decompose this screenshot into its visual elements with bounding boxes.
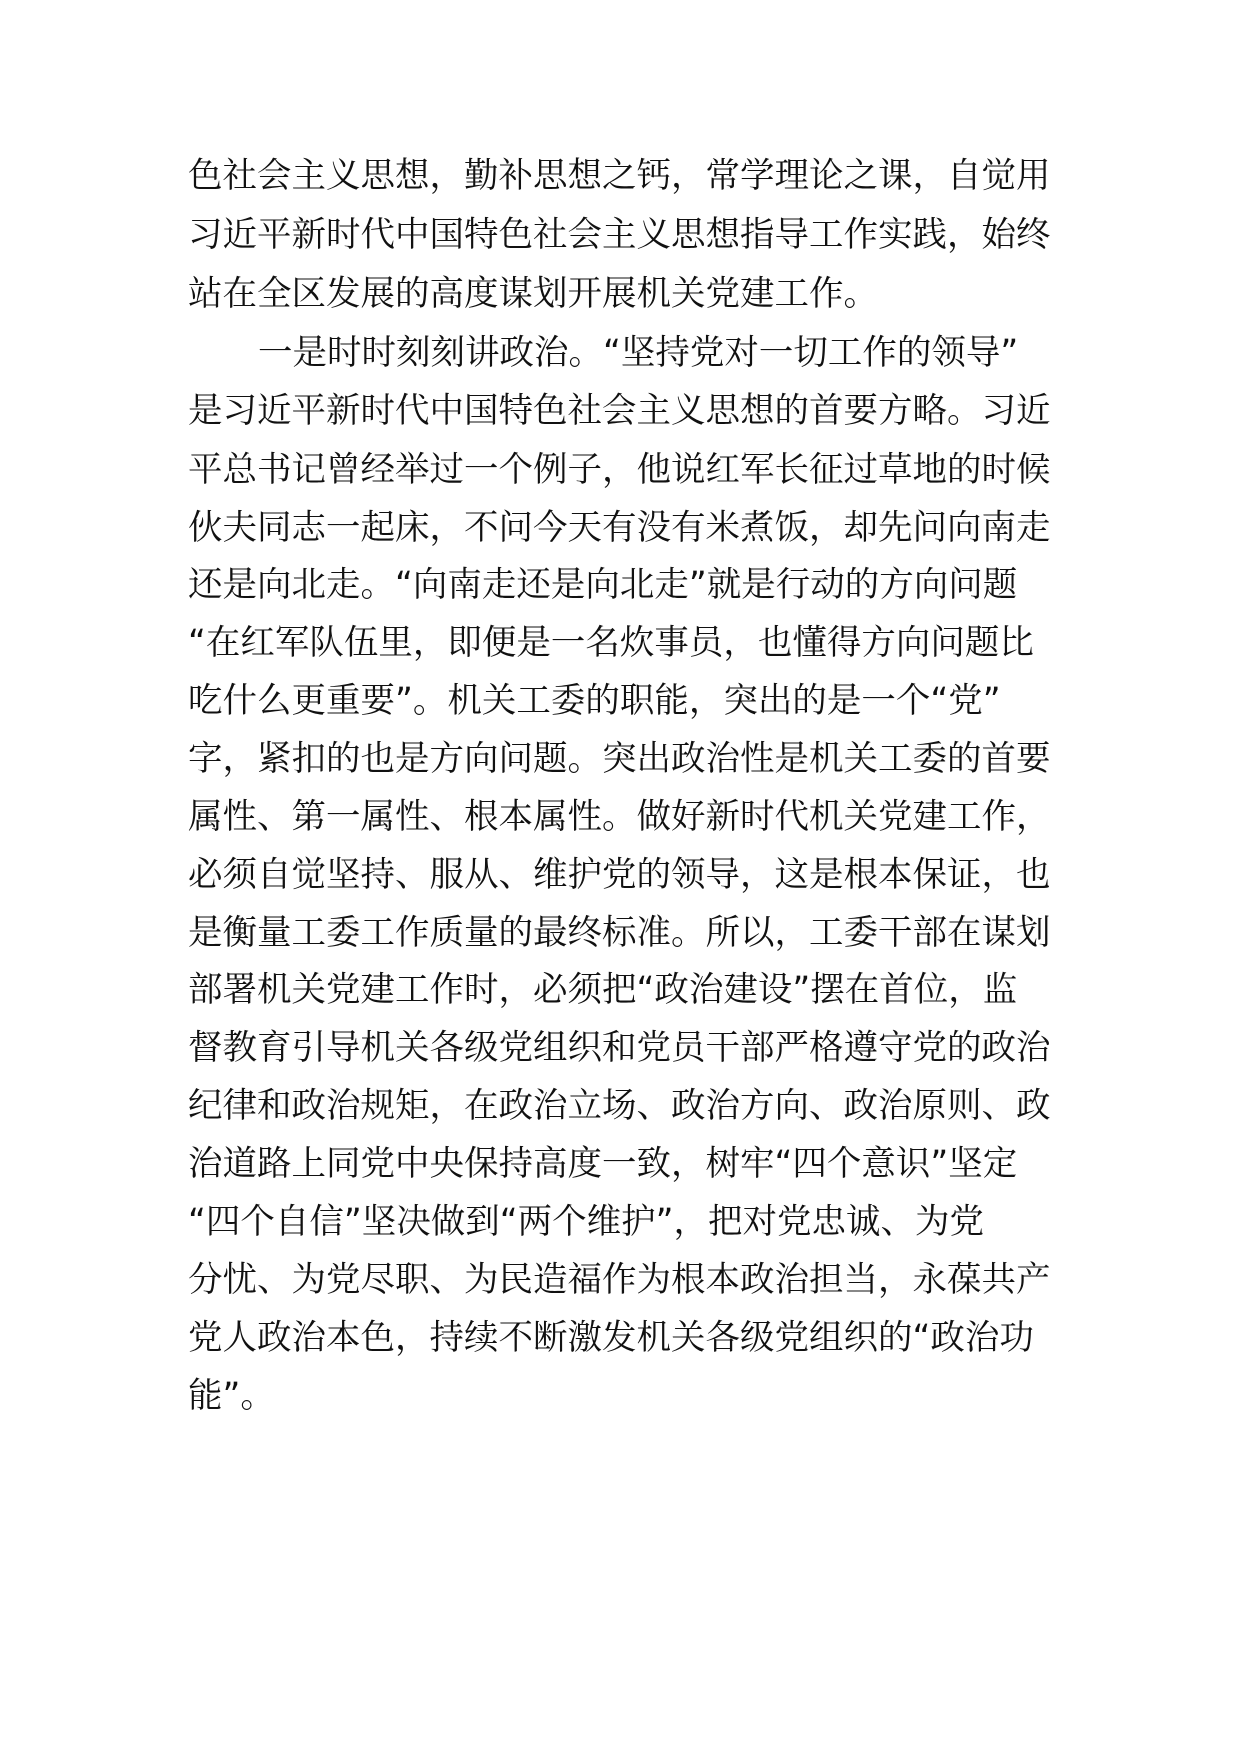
text-line: “四个自信”坚决做到“两个维护”，把对党忠诚、为党	[188, 1202, 984, 1242]
text-line: 色社会主义思想，勤补思想之钙，常学理论之课，自觉用	[188, 156, 1051, 196]
text-line: 纪律和政治规矩，在政治立场、政治方向、政治原则、政	[188, 1086, 1051, 1126]
text-line: 站在全区发展的高度谋划开展机关党建工作。	[188, 274, 878, 314]
text-line: 治道路上同党中央保持高度一致，树牢“四个意识”坚定	[188, 1144, 1018, 1184]
text-line: 党人政治本色，持续不断激发机关各级党组织的“政治功	[188, 1318, 1034, 1358]
paragraph-first-line: 一是时时刻刻讲政治。“坚持党对一切工作的领导”	[258, 333, 1019, 373]
text-line: 平总书记曾经举过一个例子，他说红军长征过草地的时候	[188, 450, 1051, 490]
text-line: 部署机关党建工作时，必须把“政治建设”摆在首位，监	[188, 970, 1018, 1010]
text-line: “在红军队伍里，即便是一名炊事员，也懂得方向问题比	[188, 623, 1034, 663]
text-line: 必须自觉坚持、服从、维护党的领导，这是根本保证，也	[188, 855, 1051, 895]
text-line: 是衡量工委工作质量的最终标准。所以，工委干部在谋划	[188, 913, 1051, 953]
text-line: 还是向北走。“向南走还是向北走”就是行动的方向问题	[188, 565, 1018, 605]
text-line: 属性、第一属性、根本属性。做好新时代机关党建工作，	[188, 797, 1051, 837]
text-line: 能”。	[188, 1376, 275, 1416]
text-line: 督教育引导机关各级党组织和党员干部严格遵守党的政治	[188, 1028, 1051, 1068]
text-line: 分忧、为党尽职、为民造福作为根本政治担当，永葆共产	[188, 1260, 1051, 1300]
text-line: 吃什么更重要”。机关工委的职能，突出的是一个“党”	[188, 681, 1001, 721]
text-line: 字，紧扣的也是方向问题。突出政治性是机关工委的首要	[188, 739, 1051, 779]
text-line: 习近平新时代中国特色社会主义思想指导工作实践，始终	[188, 215, 1051, 255]
text-line: 伙夫同志一起床，不问今天有没有米煮饭，却先问向南走	[188, 508, 1051, 548]
text-line: 是习近平新时代中国特色社会主义思想的首要方略。习近	[188, 391, 1051, 431]
